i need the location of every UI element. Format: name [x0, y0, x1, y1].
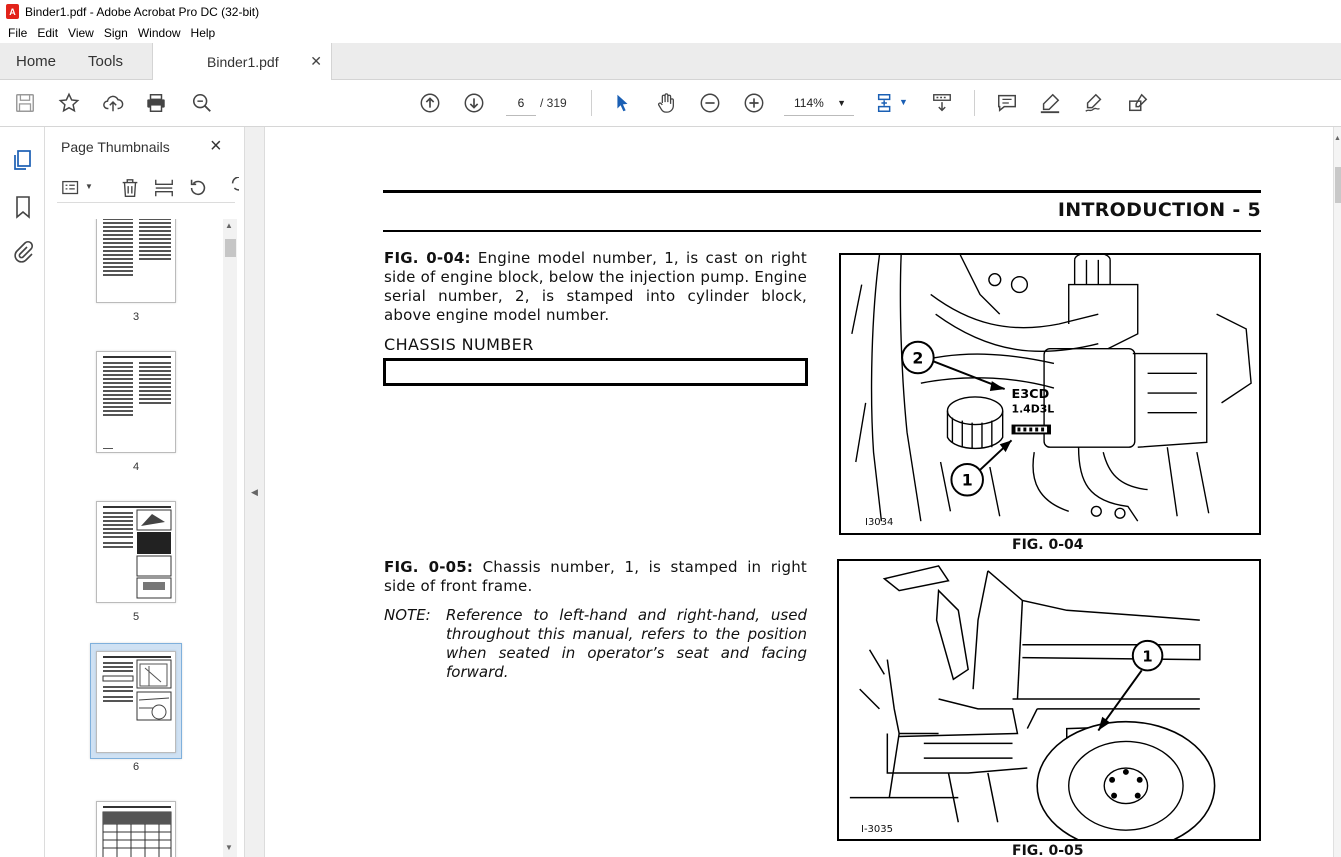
- figure-0-05: [837, 559, 1261, 841]
- panel-toolbar: [57, 175, 235, 203]
- select-cursor-icon[interactable]: [610, 91, 634, 115]
- tab-bar: [0, 43, 1341, 80]
- toolbar-divider: [591, 90, 592, 116]
- fig05-label: FIG. 0-05:: [384, 558, 474, 576]
- page-number-input[interactable]: 6: [506, 90, 536, 116]
- fit-chevron-icon[interactable]: ▼: [899, 97, 908, 107]
- comment-icon[interactable]: [995, 91, 1019, 115]
- attachment-icon[interactable]: [11, 240, 35, 264]
- window-title: Binder1.pdf - Adobe Acrobat Pro DC (32-bit): [25, 4, 260, 19]
- menu-help[interactable]: Help: [190, 26, 216, 40]
- menu-file[interactable]: File: [8, 26, 28, 40]
- left-rail: [0, 127, 45, 857]
- upload-icon[interactable]: [101, 91, 125, 115]
- close-tab-icon[interactable]: ✕: [310, 53, 322, 69]
- thumbnail-label: 4: [132, 461, 140, 473]
- hand-tool-icon[interactable]: [654, 91, 678, 115]
- thumbnail-label: 6: [132, 761, 140, 773]
- close-panel-icon[interactable]: ×: [210, 135, 222, 157]
- callout-1: 1: [1142, 648, 1153, 666]
- extract-page-icon[interactable]: [153, 177, 175, 199]
- print-icon[interactable]: [144, 91, 168, 115]
- engine-model-sublabel: 1.4D3L: [1011, 402, 1055, 416]
- scroll-mode-icon[interactable]: [930, 91, 954, 115]
- zoom-out-icon[interactable]: [698, 91, 722, 115]
- tab-document[interactable]: [152, 43, 332, 81]
- thumbnail-page-selected[interactable]: [96, 651, 176, 753]
- thumbnail-label: 5: [132, 611, 140, 623]
- header-rule: [383, 190, 1261, 193]
- title-bar: [0, 0, 1341, 23]
- scroll-up-icon[interactable]: ▲: [1334, 135, 1341, 142]
- edit-stamp-icon[interactable]: [1126, 91, 1150, 115]
- scrollbar-thumb[interactable]: [225, 239, 236, 257]
- scrollbar-thumb[interactable]: [1335, 167, 1341, 203]
- document-viewer[interactable]: [265, 127, 1333, 857]
- save-icon[interactable]: [13, 91, 37, 115]
- page-thumbnails-icon[interactable]: [11, 148, 35, 172]
- menu-window[interactable]: Window: [137, 26, 181, 40]
- thumbnail-page[interactable]: [96, 351, 176, 453]
- figure-id: I3034: [865, 517, 894, 528]
- scroll-down-icon[interactable]: ▼: [225, 843, 233, 852]
- zoom-value: 114%: [794, 96, 824, 110]
- draw-sign-icon[interactable]: [1082, 91, 1106, 115]
- pdf-page: [265, 127, 1333, 857]
- previous-page-icon[interactable]: [418, 91, 442, 115]
- figure-caption: FIG. 0-04: [1012, 537, 1084, 553]
- tab-home[interactable]: Home: [16, 53, 57, 70]
- menu-bar: [0, 23, 1341, 43]
- thumbnail-label: 3: [132, 311, 140, 323]
- engine-illustration: [841, 255, 1259, 533]
- fig05-paragraph: [384, 558, 807, 596]
- scroll-up-icon[interactable]: ▲: [225, 221, 233, 230]
- note-text: Reference to left-hand and right-hand, used throughout this manual, refers to the position when seated in operator’s seat and facing forward.: [446, 606, 807, 681]
- tab-tools[interactable]: Tools: [88, 53, 124, 70]
- thumbnail-page[interactable]: [96, 501, 176, 603]
- chevron-down-icon: ▼: [837, 98, 846, 108]
- thumbnail-page[interactable]: [96, 801, 176, 857]
- collapse-arrow-icon[interactable]: ◀: [251, 487, 258, 497]
- page-fit-icon[interactable]: [874, 91, 898, 115]
- panel-title: Page Thumbnails: [61, 139, 170, 155]
- callout-2: 2: [912, 348, 924, 368]
- document-scrollbar[interactable]: [1333, 127, 1341, 857]
- toolbar-divider: [974, 90, 975, 116]
- figure-id: I-3035: [861, 824, 894, 835]
- rotate-right-icon[interactable]: [217, 177, 239, 199]
- tab-document-label: Binder1.pdf: [207, 54, 279, 70]
- highlight-pen-icon[interactable]: [1038, 91, 1062, 115]
- thumbnail-page[interactable]: [96, 219, 176, 303]
- zoom-in-icon[interactable]: [742, 91, 766, 115]
- thumbnail-options-icon[interactable]: [61, 177, 83, 199]
- options-chevron-icon[interactable]: ▼: [85, 182, 93, 191]
- menu-view[interactable]: View: [68, 26, 94, 40]
- page-header: INTRODUCTION - 5: [1057, 199, 1261, 221]
- chassis-number-box: [383, 358, 808, 386]
- acrobat-icon: A: [6, 4, 19, 19]
- fig05-text: Chassis number, 1, is stamped in right side of front frame.: [384, 558, 807, 595]
- thumbnail-scrollbar[interactable]: [223, 219, 237, 857]
- next-page-icon[interactable]: [462, 91, 486, 115]
- menu-sign[interactable]: Sign: [103, 26, 128, 40]
- zoom-select[interactable]: [784, 90, 854, 116]
- search-zoom-icon[interactable]: [190, 91, 214, 115]
- tractor-illustration: [839, 561, 1259, 839]
- thumbnail-list: [45, 219, 233, 857]
- delete-icon[interactable]: [119, 177, 141, 199]
- note-label: NOTE:: [384, 606, 431, 624]
- engine-model-label: E3CD: [1011, 386, 1050, 402]
- star-icon[interactable]: [57, 91, 81, 115]
- chassis-label: CHASSIS NUMBER: [384, 335, 534, 354]
- callout-1: 1: [961, 470, 973, 490]
- thumbnails-panel: [45, 127, 245, 857]
- rotate-left-icon[interactable]: [187, 177, 209, 199]
- panel-collapse-strip[interactable]: [245, 127, 265, 857]
- bookmark-icon[interactable]: [11, 195, 35, 219]
- figure-caption: FIG. 0-05: [1012, 843, 1084, 857]
- fig04-text: Engine model number, 1, is cast on right side of engine block, below the injection pump. Engine serial number, 2, is stamped into cylinder block, above engine model number.: [384, 249, 807, 324]
- menu-edit[interactable]: Edit: [37, 26, 59, 40]
- fig04-label: FIG. 0-04:: [384, 249, 471, 267]
- page-total: / 319: [540, 96, 567, 110]
- header-rule: [383, 230, 1261, 232]
- figure-0-04: [839, 253, 1261, 535]
- fig04-paragraph: [384, 249, 807, 325]
